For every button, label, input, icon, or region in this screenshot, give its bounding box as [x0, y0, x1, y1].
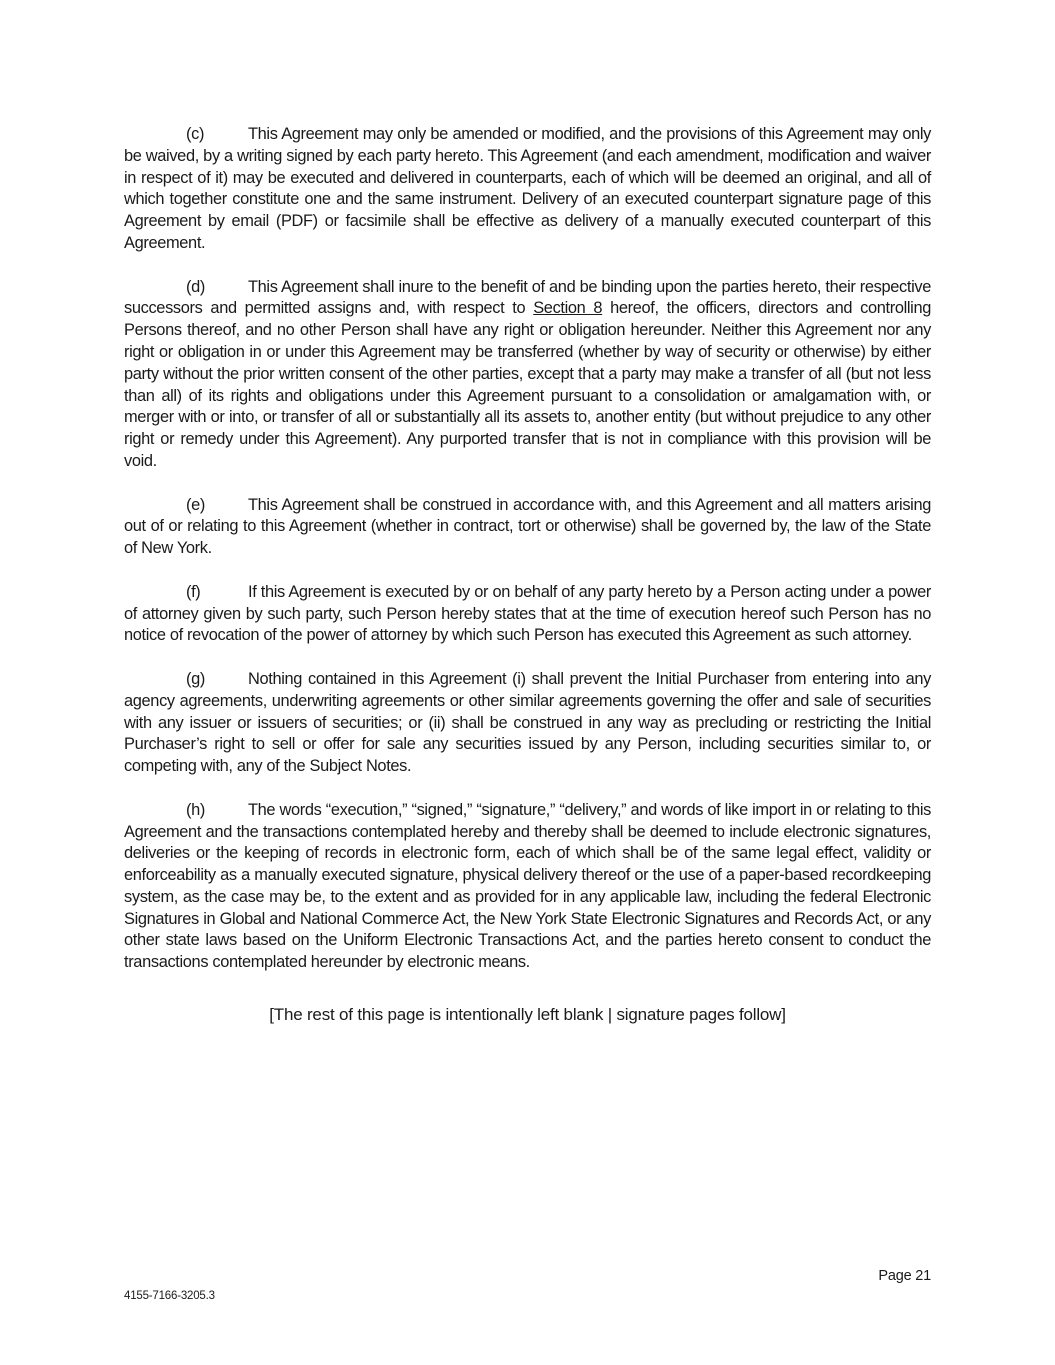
paragraph-text: Nothing contained in this Agreement (i) shall prevent the Initial Purchaser from entering into any agency agreements, underwriting agreements or other similar agreements governing the offer and sale of securities with any issuer or issuers of securities; or (ii) shall be construed in any way as precluding or restricting the Initial Purchaser’s right to sell or offer for sale any securities issued by any Person, including securities similar to, or competing with, any of the Subject Notes. — [124, 669, 931, 776]
paragraph-c — [124, 124, 931, 255]
paragraph-label: (g) — [186, 669, 205, 688]
paragraph-label: (f) — [186, 582, 201, 601]
document-id: 4155-7166-3205.3 — [124, 1290, 215, 1302]
paragraph-label: (h) — [186, 800, 205, 819]
paragraph-text: This Agreement may only be amended or modified, and the provisions of this Agreement may only be waived, by a writing signed by each party hereto. This Agreement (and each amendment, modification and waiver in respect of it) may be executed and delivered in counterparts, each of which will be deemed an original, and all of which together constitute one and the same instrument. Delivery of an executed counterpart signature page of this Agreement by email (PDF) or facsimile shall be effective as delivery of a manually executed counterpart of this Agreement. — [124, 125, 931, 252]
paragraph-text: This Agreement shall be construed in accordance with, and this Agreement and all matters arising out of or relating to this Agreement (whether in contract, tort or otherwise) shall be governed by, the law of the State of New York. — [124, 495, 931, 558]
paragraph-text: The words “execution,” “signed,” “signature,” “delivery,” and words of like import in or relating to this Agreement and the transactions contemplated hereby and thereby shall be deemed to include electronic signatures, deliveries or the keeping of records in electronic form, each of which shall be of the same legal effect, validity or enforceability as a manually executed signature, physical delivery thereof or the use of a paper-based recordkeeping system, as the case may be, to the extent and as provided for in any applicable law, including the federal Electronic Signatures in Global and National Commerce Act, the New York State Electronic Signatures and Records Act, or any other state laws based on the Uniform Electronic Transactions Act, and the parties hereto consent to conduct the transactions contemplated hereunder by electronic means. — [124, 800, 931, 972]
closing-note: [The rest of this page is intentionally left blank | signature pages follow] — [269, 1005, 786, 1024]
document-body — [124, 124, 931, 996]
paragraph-d — [124, 277, 931, 473]
paragraph-h — [124, 800, 931, 974]
paragraph-text: If this Agreement is executed by or on behalf of any party hereto by a Person acting under a power of attorney given by such party, such Person hereby states that at the time of execution hereof such Person has no notice of revocation of the power of attorney by which such Person has executed this Agreement as such attorney. — [124, 582, 931, 645]
paragraph-text: hereof, the officers, directors and controlling Persons thereof, and no other Person shall have any right or obligation hereunder. Neither this Agreement nor any right or obligation in or under this Agreement may be transferred (whether by way of security or otherwise) by either party without the prior written consent of the other parties, except that a party may make a transfer of all (but not less than all) of its rights and obligations under this Agreement pursuant to a consolidation or amalgamation with, or merger with or into, or transfer of all or substantially all its assets to, another entity (but without prejudice to any other right or remedy under this Agreement). Any purported transfer that is not in compliance with this provision will be void. — [124, 299, 931, 470]
paragraph-label: (e) — [186, 495, 205, 514]
page-number: Page 21 — [878, 1268, 931, 1284]
section-8-reference: Section 8 — [533, 299, 603, 318]
paragraph-label: (d) — [186, 277, 205, 296]
paragraph-e — [124, 495, 931, 560]
paragraph-label: (c) — [186, 125, 205, 143]
paragraph-text: This Agreement shall inure to the benefit of and be binding upon the parties hereto, their respective successors and permitted assigns and, with respect to — [124, 277, 931, 318]
paragraph-g — [124, 669, 931, 778]
paragraph-f — [124, 582, 931, 647]
